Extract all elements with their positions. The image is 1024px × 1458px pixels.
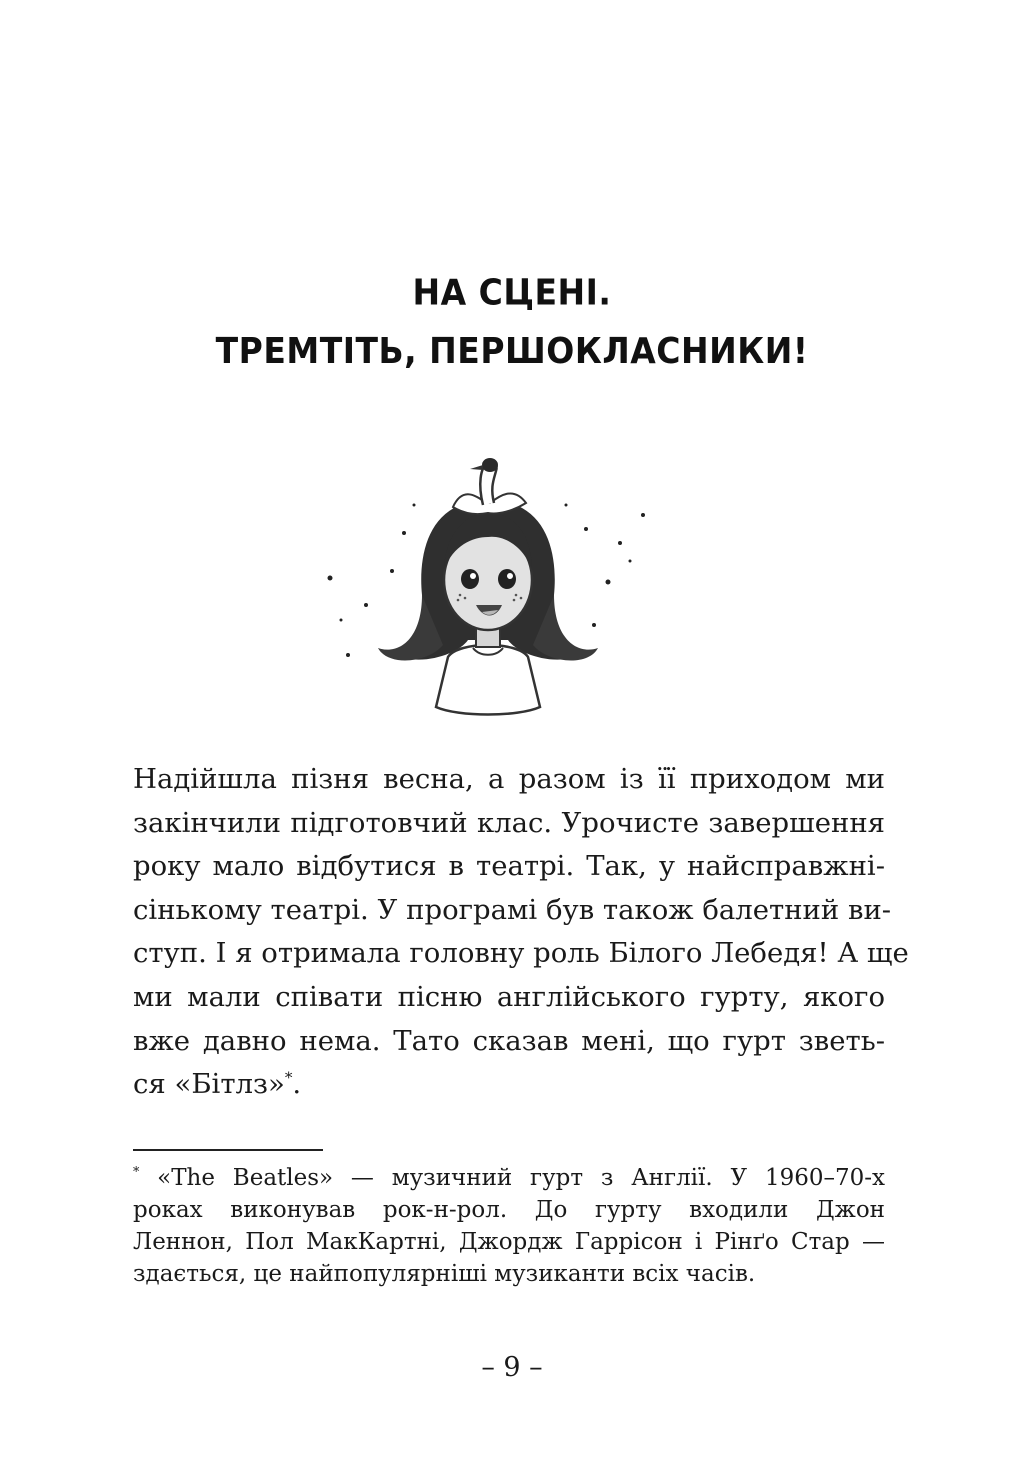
footnote-line: Леннон, Пол МакКартні, Джордж Гаррісон і Рінґо Стар — xyxy=(133,1229,885,1255)
body-line-text: ся «Бітлз» xyxy=(133,1068,285,1101)
footnote-line-text: «The Beatles» — музичний гурт з Англії. У 1960–70-х xyxy=(139,1165,885,1191)
footnote-divider xyxy=(133,1149,323,1151)
footnote-line: здається, це найпопулярніші музиканти всіх часів. xyxy=(133,1261,756,1287)
body-line: ступ. І я отримала головну роль Білого Лебедя! А ще xyxy=(133,937,909,970)
page-number: – 9 – xyxy=(481,1352,543,1383)
footnote-line xyxy=(133,1162,885,1194)
body-line: Надійшла пізня весна, а разом із її приходом ми xyxy=(133,763,885,795)
body-line: ми мали співати пісню англійського гурту, якого xyxy=(133,980,885,1013)
footnote xyxy=(133,1162,885,1290)
footnote-reference: * xyxy=(284,1068,293,1087)
body-line: вже давно нема. Тато сказав мені, що гурт зветь- xyxy=(133,1024,885,1057)
body-paragraph xyxy=(133,758,909,1107)
body-line: закінчили підготовчий клас. Урочисте завершення xyxy=(133,806,885,839)
chapter-title-line-1: НА СЦЕНІ. xyxy=(412,271,612,314)
chapter-title xyxy=(0,264,1024,381)
body-line: року мало відбутися в театрі. Так, у найсправжні- xyxy=(133,850,885,883)
footnote-line: роках виконував рок-н-рол. До гурту входили Джон xyxy=(133,1197,885,1223)
body-line-end: . xyxy=(292,1068,302,1101)
footnote-marker: * xyxy=(133,1164,140,1180)
chapter-title-line-2: ТРЕМТІТЬ, ПЕРШОКЛАСНИКИ! xyxy=(215,329,809,372)
body-line: сінькому театрі. У програмі був також балетний ви- xyxy=(133,893,892,926)
girl-with-swan-icon xyxy=(318,445,658,720)
body-line-last xyxy=(133,1063,885,1107)
